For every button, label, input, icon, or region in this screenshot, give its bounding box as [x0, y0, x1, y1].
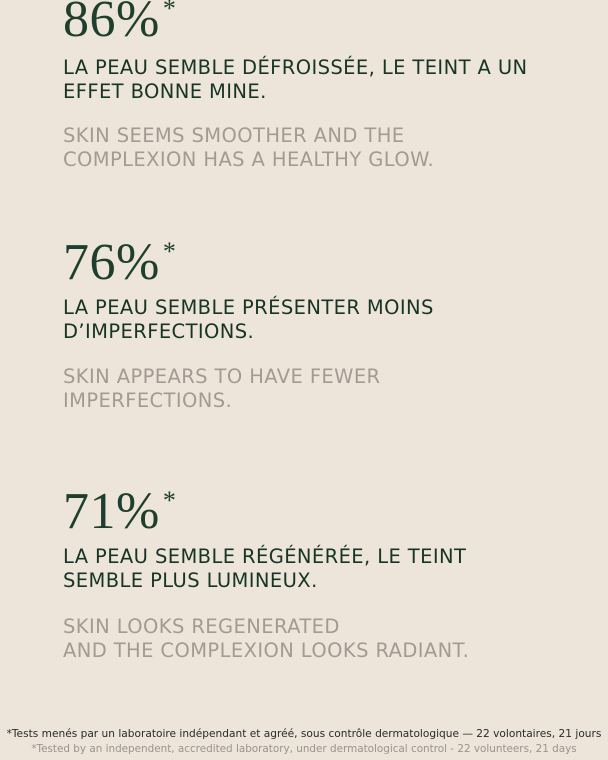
- claim-english: SKIN APPEARS TO HAVE FEWER IMPERFECTIONS.: [63, 365, 381, 412]
- stat-value: 86%: [63, 0, 160, 48]
- stat-value: 71%: [63, 483, 160, 540]
- claim-french: LA PEAU SEMBLE PRÉSENTER MOINS D’IMPERFECTIONS.: [63, 296, 434, 343]
- claim-english: SKIN LOOKS REGENERATED AND THE COMPLEXION LOOKS RADIANT.: [63, 615, 470, 662]
- stat-value: 76%: [63, 234, 160, 291]
- claim-english: SKIN SEEMS SMOOTHER AND THE COMPLEXION HAS A HEALTHY GLOW.: [63, 124, 435, 171]
- snowflake-asterisk-icon: *: [162, 486, 177, 515]
- stat-percentage: [63, 483, 177, 540]
- snowflake-asterisk-icon: *: [162, 237, 177, 266]
- claim-french: LA PEAU SEMBLE RÉGÉNÉRÉE, LE TEINT SEMBLE PLUS LUMINEUX.: [63, 545, 467, 592]
- stat-percentage: [63, 234, 177, 291]
- claim-french: LA PEAU SEMBLE DÉFROISSÉE, LE TEINT A UN EFFET BONNE MINE.: [63, 56, 528, 103]
- snowflake-asterisk-icon: *: [162, 0, 177, 23]
- footnote-english: *Tested by an independent, accredited laboratory, under dermatological control - 22 volunteers, 21 days: [31, 743, 577, 755]
- stat-percentage: [63, 0, 176, 46]
- footnote-french: *Tests menés par un laboratoire indépendant et agréé, sous contrôle dermatologique — 22 volontaires, 21 jours: [6, 728, 602, 740]
